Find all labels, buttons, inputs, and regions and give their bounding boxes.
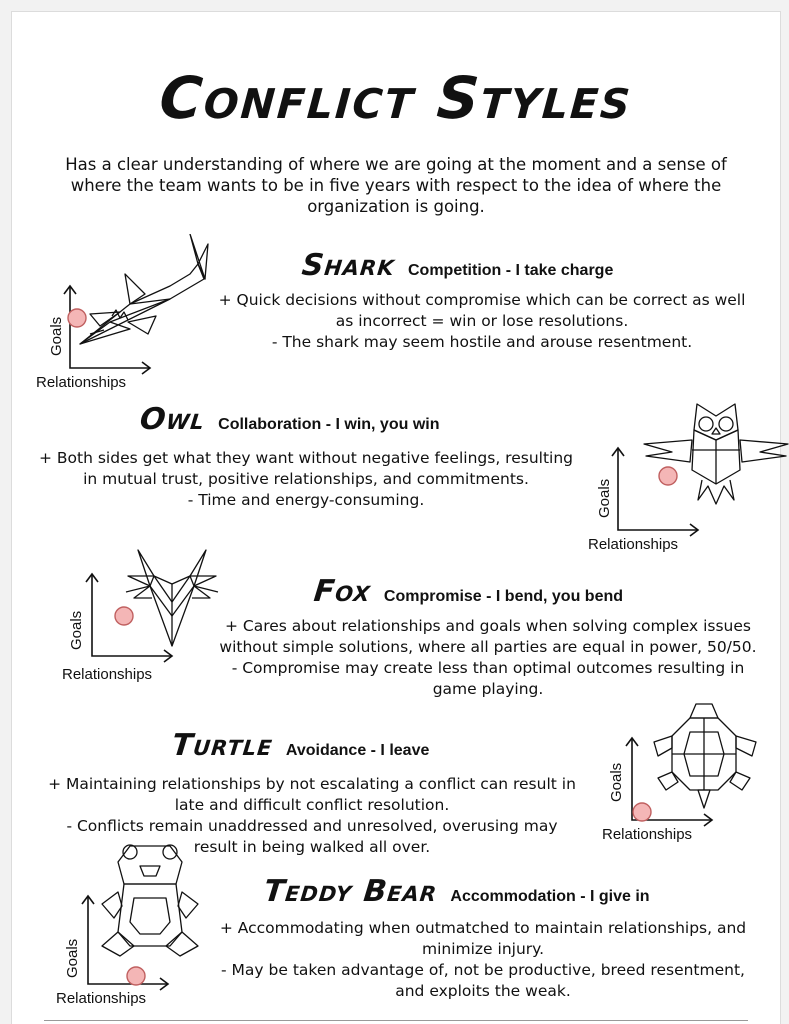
description-line: + Cares about relationships and goals when solving complex issues (224, 617, 751, 635)
style-subtitle: Competition - I take charge (407, 262, 614, 279)
style-name: Teddy Bear (262, 874, 440, 909)
x-axis-label: Relationships (36, 374, 127, 391)
turtle-origami-icon (652, 702, 762, 812)
position-dot (127, 967, 145, 985)
owl-origami-icon (642, 400, 789, 508)
shark-description (192, 290, 772, 353)
owl-description (26, 448, 586, 511)
style-name: Shark (300, 248, 397, 283)
style-subtitle: Accommodation - I give in (450, 888, 650, 905)
y-axis-label: Goals (48, 316, 65, 356)
description-line: - Conflicts remain unaddressed and unresolved, overusing may (66, 817, 558, 835)
description-line: - Time and energy-consuming. (187, 491, 425, 509)
fox-heading (314, 574, 623, 609)
owl-heading (140, 402, 439, 437)
description-line: + Accommodating when outmatched to maintain relationships, and (219, 919, 747, 937)
style-subtitle: Compromise - I bend, you bend (383, 588, 624, 605)
teddy-bear-heading (264, 874, 650, 909)
x-axis-label: Relationships (602, 826, 693, 843)
description-line: - May be taken advantage of, not be productive, breed resentment, (221, 961, 745, 979)
description-line: minimize injury. (421, 940, 545, 958)
infographic-page (12, 12, 780, 1024)
description-line: + Maintaining relationships by not escalating a conflict can result in (48, 775, 576, 793)
shark-origami-icon (70, 234, 210, 366)
description-line: as incorrect = win or lose resolutions. (335, 312, 629, 330)
page-title: Conflict Styles (157, 64, 635, 132)
x-axis-label: Relationships (62, 666, 153, 683)
y-axis-label: Goals (64, 938, 81, 978)
description-line: + Both sides get what they want without negative feelings, resulting (38, 449, 573, 467)
x-axis-label: Relationships (588, 536, 679, 553)
description-line: and exploits the weak. (395, 982, 571, 1000)
turtle-heading (172, 728, 429, 763)
description-line: result in being walked all over. (193, 838, 431, 856)
bottom-divider (44, 1020, 748, 1021)
style-name: Owl (138, 402, 207, 437)
intro-text: Has a clear understanding of where we are going at the moment and a sense of where the team wants to be in five years with respect to the idea of where the organization is going. (65, 155, 727, 216)
style-name: Fox (312, 574, 373, 609)
style-subtitle: Avoidance - I leave (285, 742, 430, 759)
y-axis-label: Goals (608, 762, 625, 802)
teddy-bear-description (198, 918, 768, 1002)
fox-description (198, 616, 778, 700)
description-line: - The shark may seem hostile and arouse resentment. (271, 333, 693, 351)
shark-heading (302, 248, 613, 283)
style-name: Turtle (170, 728, 275, 763)
x-axis-label: Relationships (56, 990, 147, 1007)
y-axis-label: Goals (68, 610, 85, 650)
teddy-bear-origami-icon (100, 842, 202, 962)
description-line: in mutual trust, positive relationships, and commitments. (83, 470, 529, 488)
description-line: game playing. (432, 680, 544, 698)
description-line: without simple solutions, where all parties are equal in power, 50/50. (219, 638, 757, 656)
description-line: late and difficult conflict resolution. (174, 796, 450, 814)
style-subtitle: Collaboration - I win, you win (218, 416, 440, 433)
position-dot (633, 803, 651, 821)
description-line: - Compromise may create less than optimal outcomes resulting in (231, 659, 745, 677)
y-axis-label: Goals (596, 478, 613, 518)
fox-origami-icon (124, 546, 220, 650)
description-line: + Quick decisions without compromise which can be correct as well (218, 291, 746, 309)
